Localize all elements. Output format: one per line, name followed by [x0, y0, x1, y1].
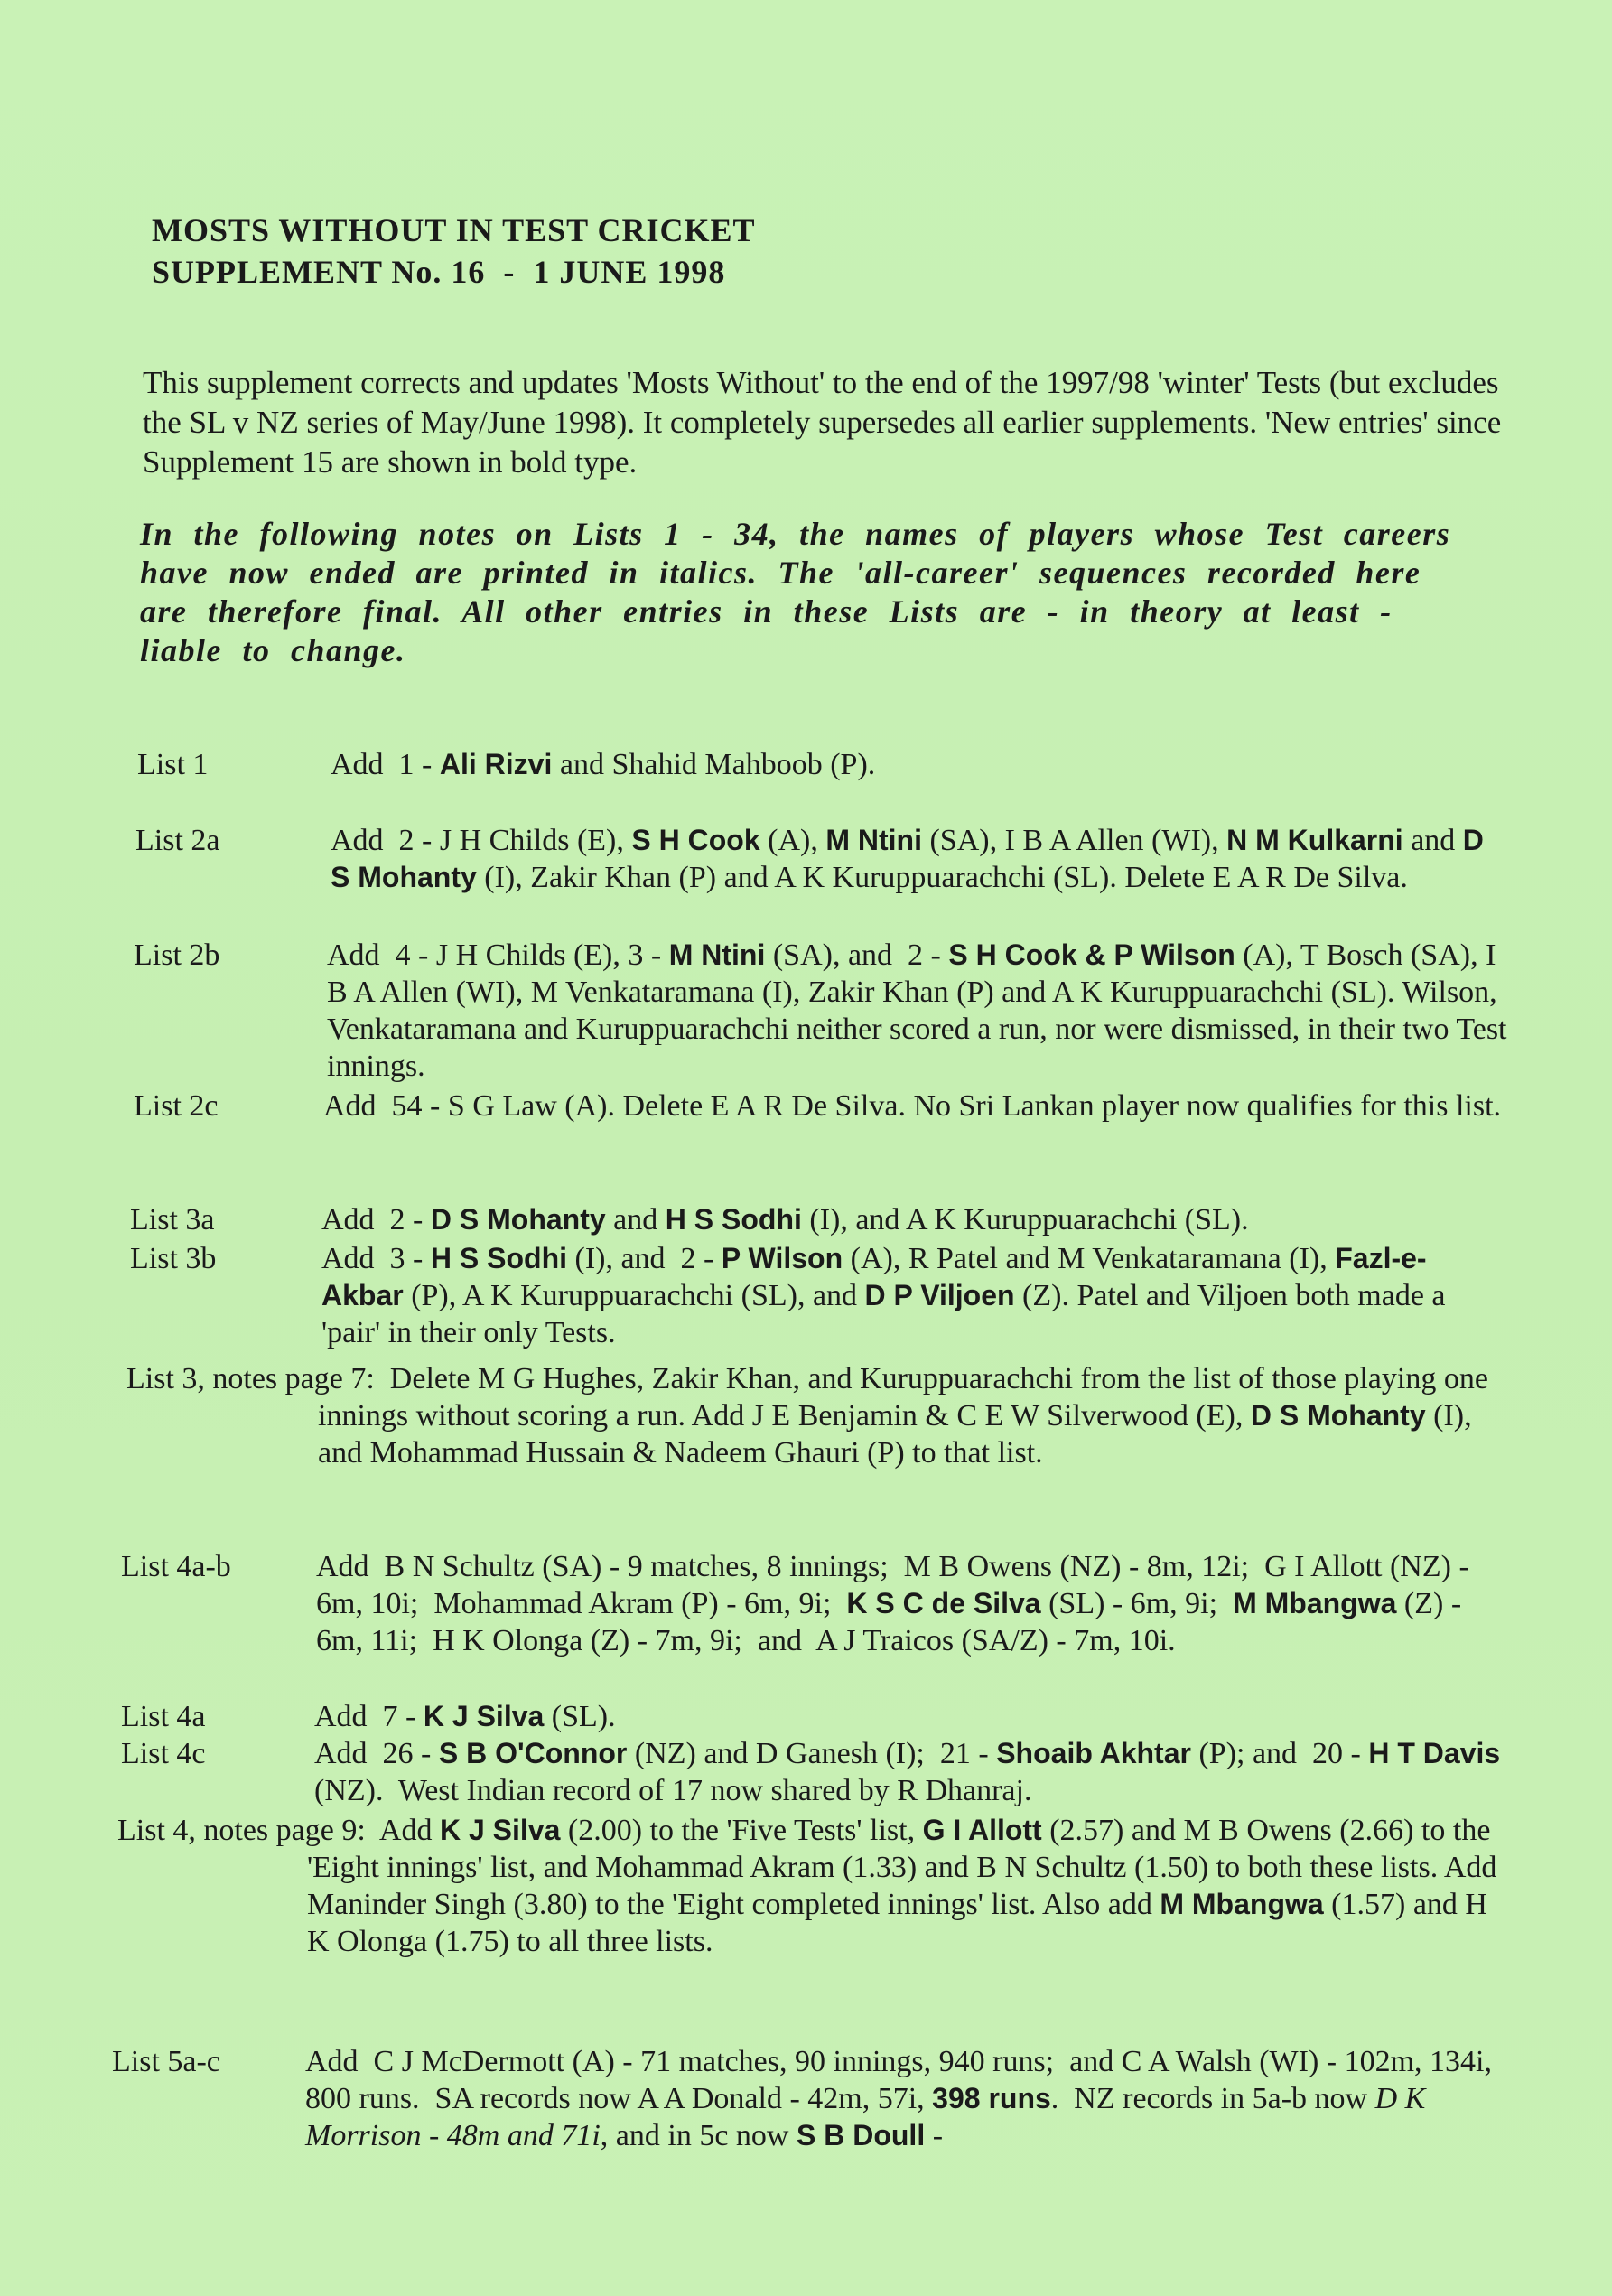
- title-line-2: SUPPLEMENT No. 16 - 1 JUNE 1998: [152, 254, 726, 290]
- entry-body: Add 7 - K J Silva (SL).: [314, 1700, 616, 1733]
- entry-label: List 4c: [121, 1737, 206, 1770]
- entry-label: List 3, notes page 7:: [126, 1362, 375, 1395]
- entry-label: List 3a: [130, 1203, 215, 1237]
- entry-body: Add 3 - H S Sodhi (I), and 2 - P Wilson (A), R Patel and M Venkataramana (I), Fazl-e-Akbar (P), A K Kuruppuarachchi (SL), and D P Viljoen (Z). Patel and Viljoen both made a 'pair' in their only Tests.: [321, 1242, 1446, 1349]
- entry-body: List 4, notes page 9: Add K J Silva (2.00) to the 'Five Tests' list, G I Allott (2.57) and M B Owens (2.66) to the 'Eight innings' list, and Mohammad Akram (1.33) and B N Schultz (1.50) to both these lists. Add Maninder Singh (3.80) to the 'Eight completed innings' list. Also add M Mbangwa (1.57) and H K Olonga (1.75) to all three lists.: [117, 1814, 1497, 1958]
- entry-label: List 3b: [130, 1242, 217, 1275]
- entry-label: List 2b: [134, 938, 220, 972]
- entry-body: Add 54 - S G Law (A). Delete E A R De Silva. No Sri Lankan player now qualifies for this list.: [323, 1089, 1502, 1123]
- entry-label: List 4, notes page 9:: [117, 1814, 366, 1847]
- entry-body: Add B N Schultz (SA) - 9 matches, 8 innings; M B Owens (NZ) - 8m, 12i; G I Allott (NZ) - 6m, 10i; Mohammad Akram (P) - 6m, 9i; K S C de Silva (SL) - 6m, 9i; M Mbangwa (Z) - 6m, 11i; H K Olonga (Z) - 7m, 9i; and A J Traicos (SA/Z) - 7m, 10i.: [316, 1550, 1469, 1657]
- entry-label: List 5a-c: [112, 2045, 220, 2078]
- entry-body: Add C J McDermott (A) - 71 matches, 90 innings, 940 runs; and C A Walsh (WI) - 102m, 134i, 800 runs. SA records now A A Donald - 42m, 57i, 398 runs. NZ records in 5a-b now D K Morrison - 48m and 71i, and in 5c now S B Doull -: [305, 2045, 1492, 2152]
- entry-body: Add 1 - Ali Rizvi and Shahid Mahboob (P).: [331, 748, 876, 781]
- entry-body: Add 26 - S B O'Connor (NZ) and D Ganesh (I); 21 - Shoaib Akhtar (P); and 20 - H T Davis (NZ). West Indian record of 17 now shared by R Dhanraj.: [314, 1737, 1501, 1807]
- entry-label: List 2a: [135, 824, 220, 857]
- entry-label: List 2c: [134, 1089, 219, 1123]
- entry-label: List 4a-b: [121, 1550, 231, 1583]
- title-line-1: MOSTS WITHOUT IN TEST CRICKET: [152, 212, 756, 248]
- entry-body: Add 4 - J H Childs (E), 3 - M Ntini (SA), and 2 - S H Cook & P Wilson (A), T Bosch (SA), I B A Allen (WI), M Venkataramana (I), Zakir Khan (P) and A K Kuruppuarachchi (SL). Wilson, Venkataramana and Kuruppuarachchi neither scored a run, nor were dismissed, in their two Test innings.: [327, 938, 1507, 1083]
- entry-body: List 3, notes page 7: Delete M G Hughes, Zakir Khan, and Kuruppuarachchi from the list of those playing one innings without scoring a run. Add J E Benjamin & C E W Silverwood (E), D S Mohanty (I), and Mohammad Hussain & Nadeem Ghauri (P) to that list.: [126, 1362, 1488, 1470]
- entry-body: Add 2 - J H Childs (E), S H Cook (A), M Ntini (SA), I B A Allen (WI), N M Kulkarni and D S Mohanty (I), Zakir Khan (P) and A K Kuruppuarachchi (SL). Delete E A R De Silva.: [331, 824, 1484, 894]
- entry-label: List 1: [137, 748, 209, 781]
- entry-label: List 4a: [121, 1700, 206, 1733]
- italic-note: In the following notes on Lists 1 - 34, the names of players whose Test careers have now ended are printed in italics. The 'all-career' sequences recorded here are therefore final. All other entries in these Lists are - in theory at least - liable to change.: [140, 516, 1451, 668]
- entry-body: Add 2 - D S Mohanty and H S Sodhi (I), and A K Kuruppuarachchi (SL).: [321, 1203, 1249, 1237]
- document-title: [152, 210, 756, 293]
- intro-paragraph: This supplement corrects and updates 'Mosts Without' to the end of the 1997/98 'winter' Tests (but excludes the SL v NZ series of May/June 1998). It completely supersedes all earlier supplements. 'New entries' since Supplement 15 are shown in bold type.: [143, 365, 1502, 480]
